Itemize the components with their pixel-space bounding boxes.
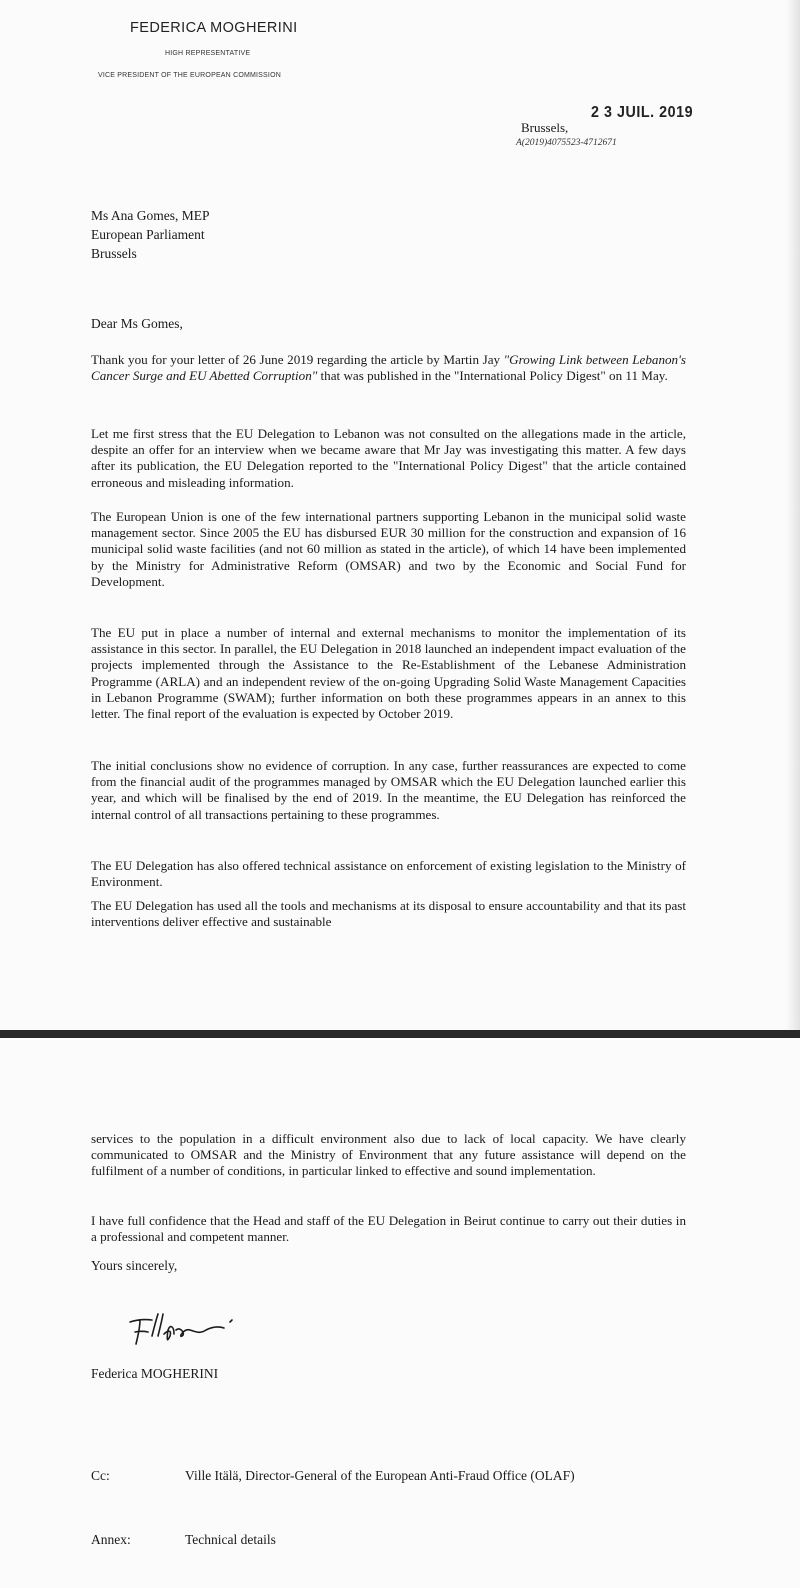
signer-name: Federica MOGHERINI [91, 1366, 219, 1381]
letter-page-2 [0, 1040, 800, 1588]
closing: Yours sincerely, [91, 1258, 178, 1273]
paragraph: services to the population in a difficult environment also due to lack of local capacity. We have clearly communicated to OMSAR and the Ministry of Environment that any future assistance will depend on the fulfilment of a number of conditions, in particular linked to effective and sound implementation. [91, 1131, 686, 1179]
recipient-line: Ms Ana Gomes, MEP [91, 208, 210, 223]
paragraph-text: Thank you for your letter of 26 June 2019 regarding the article by Martin Jay [91, 352, 504, 367]
recipient-address [91, 206, 210, 263]
paragraph: I have full confidence that the Head and staff of the EU Delegation in Beirut continue to carry out their duties in a professional and competent manner. [91, 1213, 686, 1245]
paragraph-text: that was published in the "International Policy Digest" on 11 May. [317, 368, 668, 384]
reference-number: A(2019)4075523-4712671 [516, 138, 617, 148]
letterhead-vice-president: VICE PRESIDENT OF THE EUROPEAN COMMISSION [98, 72, 281, 79]
paragraph: The EU Delegation has used all the tools and mechanisms at its disposal to ensure accountability and that its past interventions deliver effective and sustainable [91, 898, 686, 930]
letterhead-name: FEDERICA MOGHERINI [130, 20, 298, 36]
signature-image [126, 1300, 256, 1350]
paragraph: The initial conclusions show no evidence of corruption. In any case, further reassurances are expected to come from the financial audit of the programmes managed by OMSAR which the EU Delegation launched earlier this year, and which will be finalised by the end of 2019. In the meantime, the EU Delegation has reinforced the internal control of all transactions pertaining to these programmes. [91, 758, 686, 822]
annex-value: Technical details [185, 1532, 276, 1547]
salutation: Dear Ms Gomes, [91, 316, 183, 331]
paragraph: Let me first stress that the EU Delegation to Lebanon was not consulted on the allegations made in the article, despite an offer for an interview when we became aware that Mr Jay was investigating this matter. A few days after its publication, the EU Delegation reported to the "International Policy Digest" that the article contained erroneous and misleading information. [91, 426, 686, 490]
annex-label: Annex: [91, 1532, 131, 1547]
cc-label: Cc: [91, 1468, 110, 1483]
recipient-line: European Parliament [91, 227, 205, 242]
paragraph: The EU put in place a number of internal and external mechanisms to monitor the implementation of its assistance in this sector. In parallel, the EU Delegation in 2018 launched an independent impact evaluation of the projects implemented through the Assistance to the Re-Establishment of the Lebanese Administration Programme (ARLA) and an independent review of the on-going Upgrading Solid Waste Management Capacities in Lebanon Programme (SWAM); further information on both these programmes appears in an annex to this letter. The final report of the evaluation is expected by October 2019. [91, 625, 686, 722]
letterhead-title: HIGH REPRESENTATIVE [165, 50, 251, 57]
cc-recipient: Ville Itälä, Director-General of the European Anti-Fraud Office (OLAF) [185, 1468, 575, 1483]
recipient-line: Brussels [91, 246, 137, 261]
paragraph [91, 352, 686, 384]
paragraph: The EU Delegation has also offered technical assistance on enforcement of existing legislation to the Ministry of Environment. [91, 858, 686, 890]
article-title: "Growing Link between Lebanon's Cancer Surge and EU Abetted Corruption" [91, 352, 686, 384]
place: Brussels, [521, 120, 569, 135]
date-stamp: 2 3 JUIL. 2019 [591, 104, 694, 121]
page-divider [0, 1030, 800, 1038]
page-edge-shadow [786, 0, 800, 1032]
paragraph: The European Union is one of the few international partners supporting Lebanon in the municipal solid waste management sector. Since 2005 the EU has disbursed EUR 30 million for the construction and expansion of 16 municipal solid waste facilities (and not 60 million as stated in the article), of which 14 have been implemented by the Ministry for Administrative Reform (OMSAR) and two by the Economic and Social Fund for Development. [91, 509, 686, 589]
